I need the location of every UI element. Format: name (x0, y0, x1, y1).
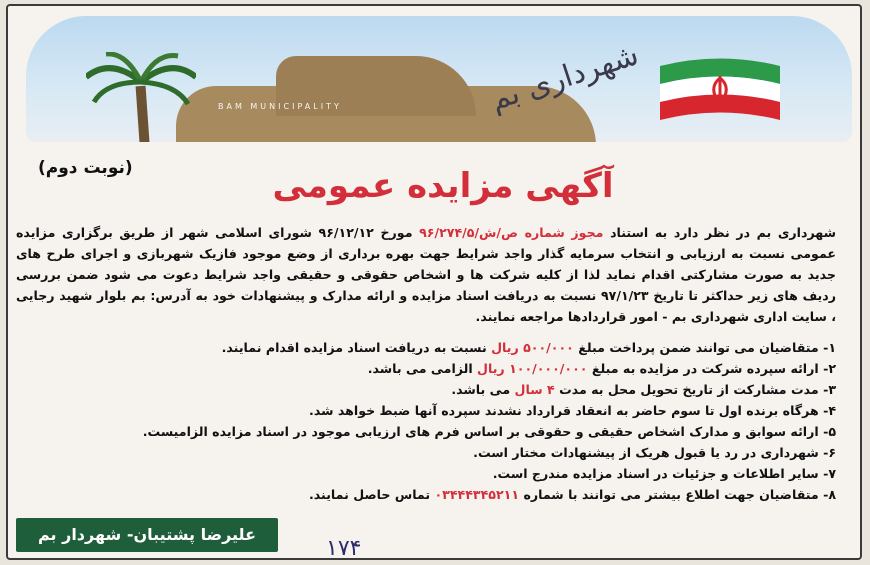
list-item: ۲- ارائه سپرده شرکت در مزایده به مبلغ ۱۰۰/۰۰۰/۰۰۰ ریال الزامی می باشد. (367, 361, 836, 376)
notice-round: (نوبت دوم) (38, 158, 133, 178)
conditions-list (16, 337, 836, 505)
list-item: ۷- سایر اطلاعات و جزئیات در اسناد مزایده مندرج است. (492, 466, 836, 481)
notice-intro (16, 222, 836, 327)
permit-number: مجوز شماره ص/ش/۹۶/۲۷۴/۵ (419, 225, 604, 240)
municipality-english-label: BAM MUNICIPALITY (218, 102, 342, 111)
list-item: ۸- متقاضیان جهت اطلاع بیشتر می توانند با شماره ۰۳۴۴۴۳۴۵۲۱۱ تماس حاصل نمایند. (309, 487, 836, 502)
notice-frame (6, 4, 862, 560)
list-item: ۵- ارائه سوابق و مدارک اشخاص حقیقی و حقوقی بر اساس فرم های ارزیابی موجود در اسناد مزایده الزامیست. (142, 424, 836, 439)
header-banner (26, 16, 852, 142)
notice-title: آگهی مزایده عمومی (272, 166, 614, 206)
list-item: ۱- متقاضیان می توانند ضمن پرداخت مبلغ ۵۰۰/۰۰۰ ریال نسبت به دریافت اسناد مزایده اقدام نمایند. (221, 340, 836, 355)
municipality-logo-text: شهرداری بم (486, 37, 643, 118)
list-item: ۶- شهرداری در رد یا قبول هریک از پیشنهادات مختار است. (473, 445, 836, 460)
list-item: ۴- هرگاه برنده اول تا سوم حاضر به انعقاد قرارداد نشدند سپرده آنها ضبط خواهد شد. (309, 403, 836, 418)
iran-flag-icon (660, 56, 780, 126)
intro-text-1: شهرداری بم در نظر دارد به استناد (610, 225, 836, 240)
palm-leaves-icon (86, 52, 196, 112)
handwritten-number: ۱۷۴ (326, 536, 362, 560)
mayor-signature-box: علیرضا پشتیبان- شهردار بم (16, 518, 278, 552)
list-item: ۳- مدت مشارکت از تاریخ تحویل محل به مدت ۴ سال می باشد. (451, 382, 836, 397)
intro-text-2: مورخ ۹۶/۱۲/۱۲ شورای اسلامی شهر از طریق برگزاری مزایده عمومی نسبت به ارزیابی و انتخاب سرمایه گذار واجد شرایط جهت بهره برداری از وضع موجود فازیک شهربازی و اجرای طرح های جدید به صورت مشارکتی اقدام نماید لذا از کلیه شرکت ها و اشخاص حقوقی و حقیقی واجد شرایط دعوت می شود ضمن بررسی ردیف های زیر حداکثر تا تاریخ ۹۷/۱/۲۳ نسبت به دریافت اسناد مزایده و ارائه مدارک و پیشنهادات خود به آدرس: بم بلوار شهید رجایی ، سایت اداری شهرداری بم - امور قراردادها مراجعه نمایند. (16, 225, 837, 324)
